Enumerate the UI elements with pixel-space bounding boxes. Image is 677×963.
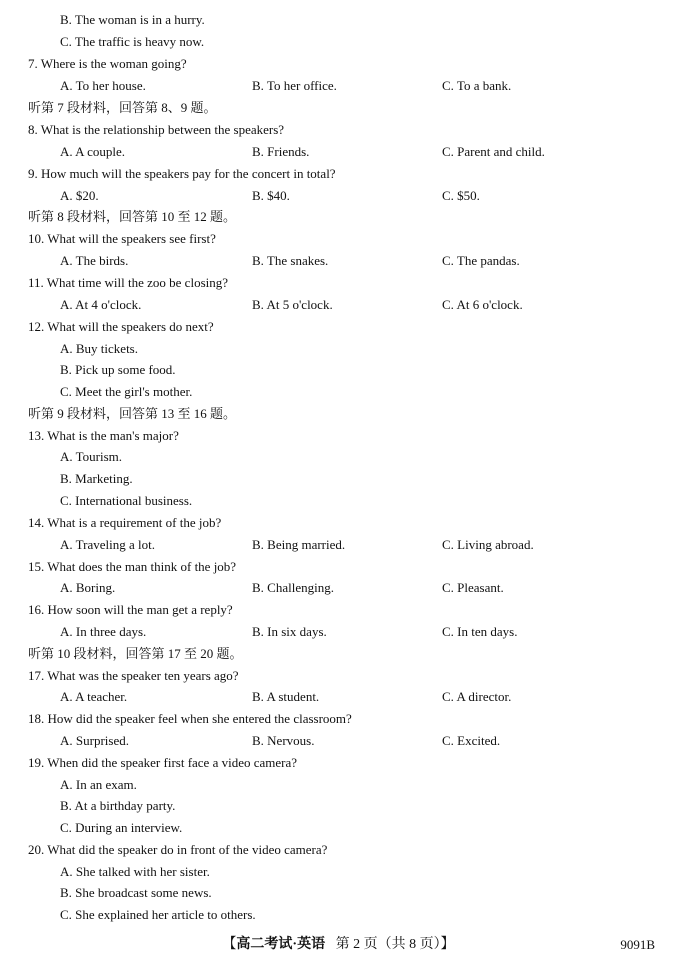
- answer-option: C. She explained her article to others.: [60, 907, 256, 922]
- answer-option: A. The birds.: [60, 253, 129, 268]
- option-row: [0, 76, 677, 96]
- section-heading: 听第 8 段材料，回答第 10 至 12 题。: [28, 209, 237, 224]
- answer-option: C. A director.: [442, 689, 512, 704]
- option-row: [0, 491, 677, 511]
- answer-option: C. At 6 o'clock.: [442, 297, 523, 312]
- question-stem: 20. What did the speaker do in front of the video camera?: [28, 842, 328, 857]
- question-stem: 14. What is a requirement of the job?: [28, 515, 222, 530]
- option-row: [0, 883, 677, 903]
- option-row: [0, 731, 677, 751]
- footer-subject: 英语: [297, 937, 326, 952]
- footer-page-number: 第 2 页（共 8 页）: [335, 937, 441, 952]
- question-stem: 17. What was the speaker ten years ago?: [28, 668, 239, 683]
- footer-bracket-open: 【: [222, 937, 237, 952]
- option-row: [0, 10, 677, 30]
- option-row: [0, 469, 677, 489]
- answer-option: A. To her house.: [60, 78, 146, 93]
- answer-option: B. In six days.: [252, 624, 327, 639]
- option-row: [0, 360, 677, 380]
- option-row: [0, 142, 677, 162]
- answer-option: C. Meet the girl's mother.: [60, 384, 193, 399]
- answer-option: A. A teacher.: [60, 689, 128, 704]
- footer-exam: 高二考试: [236, 937, 293, 952]
- option-row: [0, 622, 677, 642]
- question-stem: 18. How did the speaker feel when she entered the classroom?: [28, 711, 352, 726]
- answer-option: C. In ten days.: [442, 624, 518, 639]
- answer-option: B. $40.: [252, 188, 290, 203]
- option-row: [0, 339, 677, 359]
- answer-option: C. The pandas.: [442, 253, 520, 268]
- answer-option: A. Traveling a lot.: [60, 537, 155, 552]
- footer-bracket-close: 】: [440, 937, 455, 952]
- answer-option: C. $50.: [442, 188, 480, 203]
- option-row: [0, 862, 677, 882]
- answer-option: A. A couple.: [60, 144, 125, 159]
- answer-option: A. At 4 o'clock.: [60, 297, 142, 312]
- answer-option: B. Marketing.: [60, 471, 133, 486]
- option-row: [0, 905, 677, 925]
- answer-option: B. Being married.: [252, 537, 346, 552]
- option-row: [0, 687, 677, 707]
- answer-option: B. The snakes.: [252, 253, 329, 268]
- answer-option: B. At a birthday party.: [60, 798, 176, 813]
- section-heading: 听第 7 段材料，回答第 8、9 题。: [28, 100, 217, 115]
- option-row: [0, 818, 677, 838]
- question-stem: 10. What will the speakers see first?: [28, 231, 216, 246]
- answer-option: A. Tourism.: [60, 449, 123, 464]
- answer-option: B. Challenging.: [252, 580, 334, 595]
- question-stem: 11. What time will the zoo be closing?: [28, 275, 229, 290]
- answer-option: C. International business.: [60, 493, 193, 508]
- answer-option: C. The traffic is heavy now.: [60, 34, 205, 49]
- page-footer: [0, 934, 677, 956]
- answer-option: C. Excited.: [442, 733, 501, 748]
- footer-dot: ·: [292, 937, 298, 952]
- answer-option: B. The woman is in a hurry.: [60, 12, 205, 27]
- option-row: [0, 775, 677, 795]
- answer-option: C. Pleasant.: [442, 580, 504, 595]
- question-stem: 15. What does the man think of the job?: [28, 559, 237, 574]
- option-row: [0, 535, 677, 555]
- answer-option: B. Pick up some food.: [60, 362, 176, 377]
- answer-option: B. Nervous.: [252, 733, 315, 748]
- question-stem: 13. What is the man's major?: [28, 428, 179, 443]
- answer-option: B. A student.: [252, 689, 320, 704]
- answer-option: B. She broadcast some news.: [60, 885, 212, 900]
- answer-option: B. Friends.: [252, 144, 310, 159]
- answer-option: A. $20.: [60, 188, 99, 203]
- answer-option: A. Boring.: [60, 580, 116, 595]
- question-stem: 16. How soon will the man get a reply?: [28, 602, 233, 617]
- question-stem: 7. Where is the woman going?: [28, 56, 187, 71]
- answer-option: C. To a bank.: [442, 78, 512, 93]
- section-heading: 听第 10 段材料，回答第 17 至 20 题。: [28, 646, 243, 661]
- answer-option: A. Surprised.: [60, 733, 129, 748]
- question-stem: 19. When did the speaker first face a video camera?: [28, 755, 298, 770]
- answer-option: A. She talked with her sister.: [60, 864, 210, 879]
- answer-option: C. During an interview.: [60, 820, 183, 835]
- answer-option: A. Buy tickets.: [60, 341, 138, 356]
- option-row: [0, 578, 677, 598]
- answer-option: B. To her office.: [252, 78, 337, 93]
- footer-code: 9091B: [620, 937, 655, 952]
- question-stem: 8. What is the relationship between the speakers?: [28, 122, 285, 137]
- question-stem: 9. How much will the speakers pay for the concert in total?: [28, 166, 336, 181]
- option-row: [0, 186, 677, 206]
- option-row: [0, 382, 677, 402]
- answer-option: A. In an exam.: [60, 777, 137, 792]
- option-row: [0, 251, 677, 271]
- answer-option: C. Living abroad.: [442, 537, 534, 552]
- option-row: [0, 796, 677, 816]
- answer-option: C. Parent and child.: [442, 144, 545, 159]
- section-heading: 听第 9 段材料，回答第 13 至 16 题。: [28, 406, 237, 421]
- question-stem: 12. What will the speakers do next?: [28, 319, 214, 334]
- option-row: [0, 32, 677, 52]
- option-row: [0, 447, 677, 467]
- answer-option: B. At 5 o'clock.: [252, 297, 333, 312]
- option-row: [0, 295, 677, 315]
- footer-center: [0, 934, 677, 956]
- answer-option: A. In three days.: [60, 624, 147, 639]
